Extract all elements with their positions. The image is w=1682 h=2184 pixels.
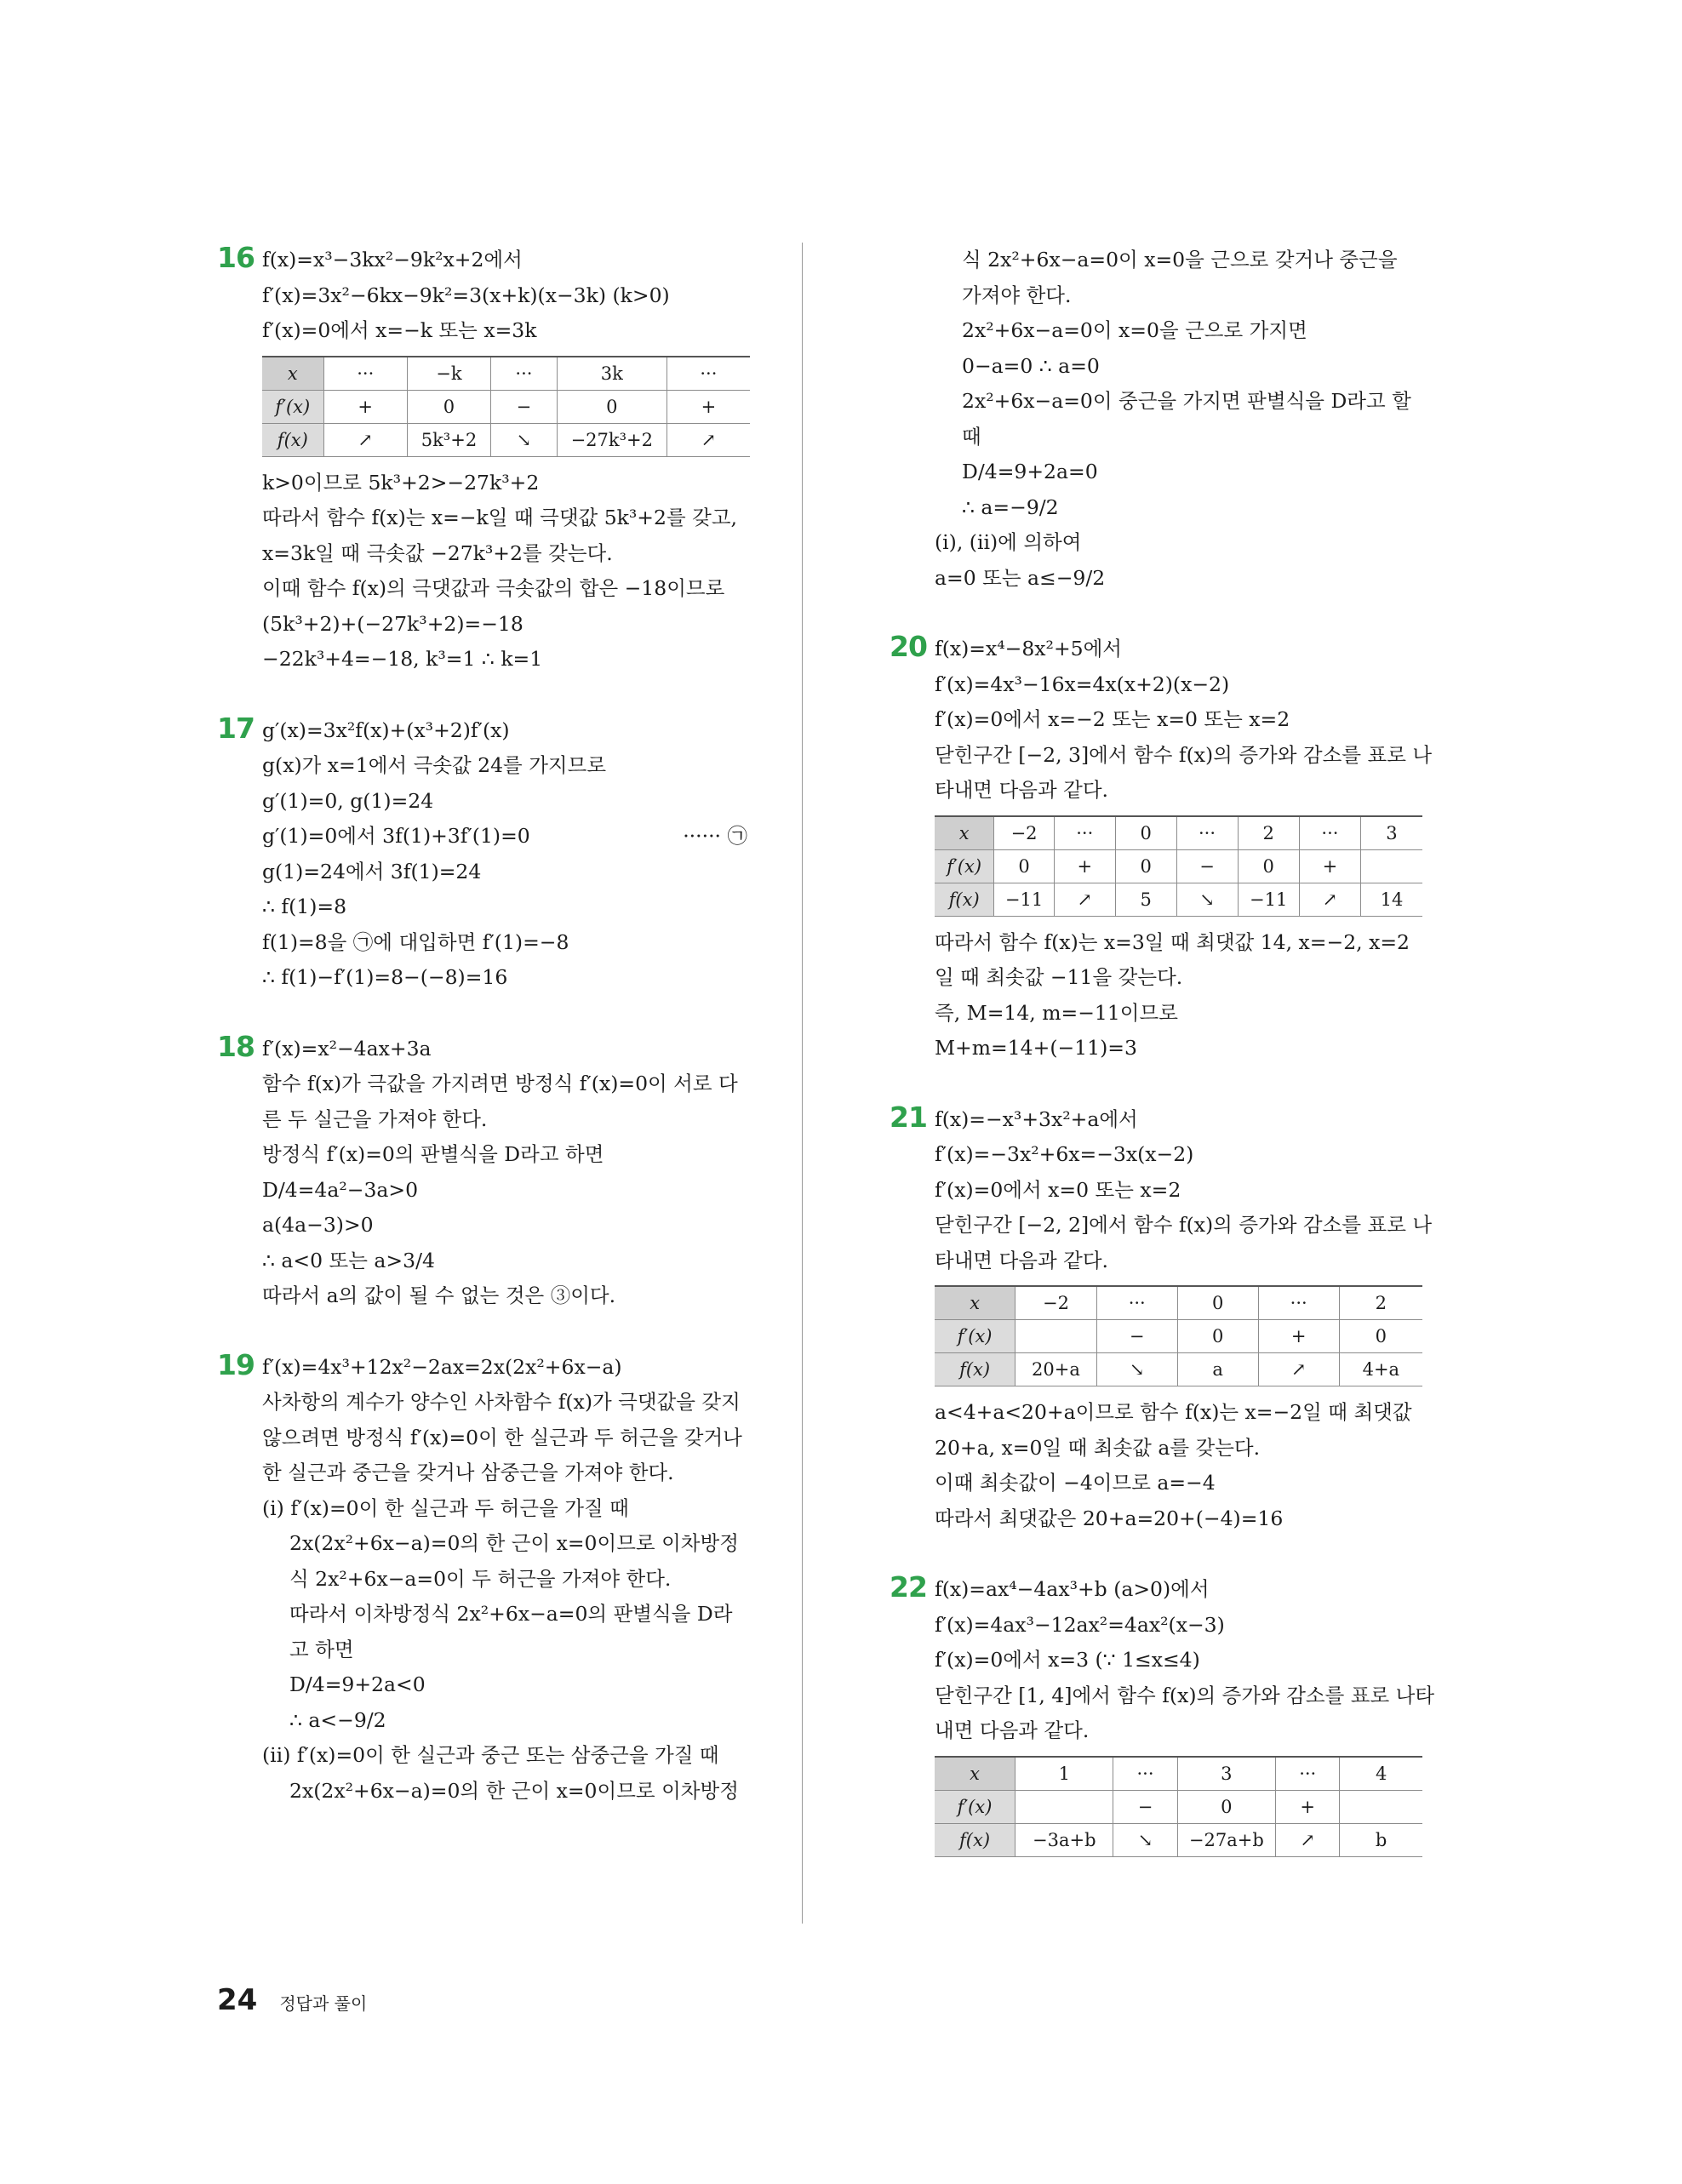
text-line: 식 2x²+6x−a=0이 x=0을 근으로 갖거나 중근을 — [962, 248, 1398, 272]
table-row — [935, 816, 1422, 850]
page-footer — [217, 1983, 367, 2017]
variation-table — [935, 1756, 1422, 1857]
text-line: ∴ a=−9/2 — [962, 495, 1059, 519]
text-line: D/4=9+2a=0 — [962, 460, 1098, 483]
text-line: 따라서 함수 f(x)는 x=−k일 때 극댓값 5k³+2를 갖고, — [262, 506, 737, 529]
table-cell: ↘ — [1113, 1823, 1177, 1856]
table-cell: b — [1340, 1823, 1422, 1856]
text-line: (ⅰ) f′(x)=0이 한 실근과 두 허근을 가질 때 — [262, 1495, 629, 1520]
table-row — [935, 1757, 1422, 1791]
text-line: 2x(2x²+6x−a)=0의 한 근이 x=0이므로 이차방정 — [289, 1531, 739, 1555]
table-cell: ↗ — [1258, 1353, 1339, 1386]
table-cell: 5k³+2 — [407, 423, 490, 456]
table-cell: + — [323, 390, 407, 423]
table-cell: ··· — [491, 357, 558, 391]
table-cell: ··· — [1299, 816, 1360, 850]
text-line: 않으려면 방정식 f′(x)=0이 한 실근과 두 허근을 갖거나 — [262, 1425, 742, 1449]
table-row — [935, 849, 1422, 883]
left-column — [217, 243, 762, 1809]
text-line: D/4=9+2a<0 — [289, 1672, 426, 1696]
text-line: a<4+a<20+a이므로 함수 f(x)는 x=−2일 때 최댓값 — [935, 1400, 1412, 1424]
table-cell — [1015, 1790, 1113, 1823]
text-line: 즉, M=14, m=−11이므로 — [935, 1000, 1178, 1025]
table-cell: 14 — [1360, 883, 1422, 916]
table-cell: −k — [407, 357, 490, 391]
problem-19-continued — [890, 243, 1411, 596]
text-line: f(x)=−x³+3x²+a에서 — [935, 1106, 1138, 1131]
right-column — [890, 243, 1435, 1866]
table-cell: f(x) — [935, 1353, 1015, 1386]
text-line: 함수 f(x)가 극값을 가지려면 방정식 f′(x)=0이 서로 다 — [262, 1072, 738, 1095]
table-cell — [1360, 849, 1422, 883]
table-cell: f′(x) — [935, 1790, 1015, 1823]
problem-number: 18 — [217, 1029, 255, 1063]
text-line: 한 실근과 중근을 갖거나 삼중근을 가져야 한다. — [262, 1461, 674, 1484]
text-line: 2x²+6x−a=0이 x=0을 근으로 가지면 — [962, 318, 1307, 342]
table-cell: + — [1276, 1790, 1340, 1823]
table-cell: ··· — [1276, 1757, 1340, 1791]
table-row — [262, 423, 750, 456]
table-cell: f′(x) — [935, 849, 994, 883]
table-row — [262, 357, 750, 391]
table-cell: 20+a — [1015, 1353, 1097, 1386]
table-cell: ↗ — [667, 423, 750, 456]
text-line: f′(x)=0에서 x=0 또는 x=2 — [935, 1177, 1181, 1202]
text-line: −22k³+4=−18, k³=1 ∴ k=1 — [262, 647, 543, 671]
problem-number: 16 — [217, 241, 255, 274]
table-cell: ↘ — [1096, 1353, 1177, 1386]
table-cell: 3k — [557, 357, 667, 391]
text-line: 따라서 함수 f(x)는 x=3일 때 최댓값 14, x=−2, x=2 — [935, 929, 1410, 954]
variation-table — [935, 1285, 1422, 1386]
table-cell: f(x) — [935, 1823, 1015, 1856]
text-line: 방정식 f′(x)=0의 판별식을 D라고 하면 — [262, 1142, 604, 1166]
text-line: 른 두 실근을 가져야 한다. — [262, 1106, 488, 1131]
table-cell: ↗ — [1054, 883, 1115, 916]
table-cell: ··· — [1258, 1286, 1339, 1320]
text-line: f(1)=8을 ㉠에 대입하면 f′(1)=−8 — [262, 929, 569, 954]
table-cell: 0 — [557, 390, 667, 423]
table-cell: − — [491, 390, 558, 423]
text-line: f′(x)=0에서 x=−k 또는 x=3k — [262, 318, 537, 342]
text-line: 따라서 a의 값이 될 수 없는 것은 ③이다. — [262, 1284, 616, 1307]
problem-21 — [890, 1100, 1433, 1537]
problem-18 — [217, 1029, 762, 1314]
table-cell: + — [667, 390, 750, 423]
table-row — [935, 883, 1422, 916]
problem-number: 17 — [217, 711, 255, 745]
text-line: 식 2x²+6x−a=0이 두 허근을 가져야 한다. — [289, 1566, 672, 1591]
table-cell: + — [1054, 849, 1115, 883]
text-line: 2x²+6x−a=0이 중근을 가지면 판별식을 D라고 할 — [962, 389, 1411, 413]
text-line: ∴ a<−9/2 — [289, 1707, 386, 1732]
text-line: g′(1)=0, g(1)=24 — [262, 788, 434, 813]
text-line: 사차항의 계수가 양수인 사차함수 f(x)가 극댓값을 갖지 — [262, 1390, 741, 1414]
text-line: 타내면 다음과 같다. — [935, 1248, 1109, 1272]
text-line: ∴ f(1)=8 — [262, 895, 347, 918]
table-cell: 0 — [1339, 1320, 1422, 1353]
table-cell: −11 — [1238, 883, 1299, 916]
table-row — [935, 1320, 1422, 1353]
table-cell: ··· — [1176, 816, 1238, 850]
table-cell: −27k³+2 — [557, 423, 667, 456]
variation-table — [935, 815, 1422, 917]
table-cell: 0 — [994, 849, 1054, 883]
table-row — [935, 1286, 1422, 1320]
equation: g′(1)=0에서 3f(1)+3f′(1)=0 — [262, 824, 530, 848]
table-cell: ↗ — [323, 423, 407, 456]
text-line: f(x)=x⁴−8x²+5에서 — [935, 637, 1123, 660]
table-cell: 2 — [1339, 1286, 1422, 1320]
text-line: 이때 최솟값이 −4이므로 a=−4 — [935, 1471, 1216, 1495]
table-row — [262, 390, 750, 423]
text-line: x=3k일 때 극솟값 −27k³+2를 갖는다. — [262, 540, 613, 565]
table-cell: 4+a — [1339, 1353, 1422, 1386]
table-cell: x — [935, 1757, 1015, 1791]
table-cell: f′(x) — [262, 390, 323, 423]
table-cell: 0 — [407, 390, 490, 423]
table-cell: 0 — [1115, 849, 1176, 883]
text-line: f′(x)=x²−4ax+3a — [262, 1036, 432, 1061]
table-cell: −27a+b — [1177, 1823, 1276, 1856]
text-line: a(4a−3)>0 — [262, 1213, 374, 1237]
text-line: ∴ f(1)−f′(1)=8−(−8)=16 — [262, 965, 508, 989]
table-cell: 2 — [1238, 816, 1299, 850]
text-line: f′(x)=3x²−6kx−9k²=3(x+k)(x−3k) (k>0) — [262, 283, 670, 307]
text-line: (ⅱ) f′(x)=0이 한 실근과 중근 또는 삼중근을 가질 때 — [262, 1743, 719, 1767]
table-cell: f(x) — [935, 883, 994, 916]
problem-number: 19 — [217, 1347, 255, 1381]
problem-number: 21 — [890, 1100, 927, 1134]
problem-17 — [217, 713, 762, 996]
table-cell: x — [935, 816, 994, 850]
table-cell: f(x) — [262, 423, 323, 456]
table-cell: ··· — [323, 357, 407, 391]
text-line: (5k³+2)+(−27k³+2)=−18 — [262, 611, 523, 636]
text-line: a=0 또는 a≤−9/2 — [935, 565, 1106, 590]
table-cell: ↘ — [1176, 883, 1238, 916]
table-row — [935, 1790, 1422, 1823]
table-cell: ↘ — [491, 423, 558, 456]
table-cell: a — [1177, 1353, 1258, 1386]
text-line: ∴ a<0 또는 a>3/4 — [262, 1248, 435, 1272]
text-line: f′(x)=4ax³−12ax²=4ax²(x−3) — [935, 1612, 1225, 1637]
text-line: f′(x)=0에서 x=−2 또는 x=0 또는 x=2 — [935, 707, 1290, 731]
text-line: 일 때 최솟값 −11을 갖는다. — [935, 965, 1183, 989]
table-cell: 4 — [1340, 1757, 1422, 1791]
table-cell: x — [262, 357, 323, 391]
table-cell: ↗ — [1299, 883, 1360, 916]
text-line: f′(x)=4x³−16x=4x(x+2)(x−2) — [935, 672, 1230, 696]
text-line: D/4=4a²−3a>0 — [262, 1177, 419, 1202]
text-line: k>0이므로 5k³+2>−27k³+2 — [262, 470, 540, 495]
text-line: f(x)=x³−3kx²−9k²x+2에서 — [262, 248, 523, 272]
table-cell: 3 — [1177, 1757, 1276, 1791]
text-line: 이때 함수 f(x)의 극댓값과 극솟값의 합은 −18이므로 — [262, 576, 725, 600]
table-cell: − — [1176, 849, 1238, 883]
table-row — [935, 1353, 1422, 1386]
text-line: g(x)가 x=1에서 극솟값 24를 가지므로 — [262, 753, 607, 777]
problem-number: 22 — [890, 1570, 927, 1604]
text-line: g(1)=24에서 3f(1)=24 — [262, 859, 482, 883]
text-line: 가져야 한다. — [962, 283, 1072, 307]
text-line: M+m=14+(−11)=3 — [935, 1036, 1137, 1060]
text-line — [262, 819, 747, 855]
text-line: f′(x)=4x³+12x²−2ax=2x(2x²+6x−a) — [262, 1354, 622, 1379]
text-line: 2x(2x²+6x−a)=0의 한 근이 x=0이므로 이차방정 — [289, 1778, 739, 1803]
equation-mark: ······ ㉠ — [683, 824, 747, 848]
table-cell: − — [1113, 1790, 1177, 1823]
problem-number: 20 — [890, 630, 927, 663]
table-cell: −2 — [994, 816, 1054, 850]
table-cell — [1015, 1320, 1097, 1353]
table-cell: ··· — [1113, 1757, 1177, 1791]
table-row — [935, 1823, 1422, 1856]
problem-20 — [890, 630, 1433, 1066]
table-cell: 0 — [1115, 816, 1176, 850]
table-cell: 3 — [1360, 816, 1422, 850]
table-cell: ··· — [1054, 816, 1115, 850]
text-line: 닫힌구간 [−2, 3]에서 함수 f(x)의 증가와 감소를 표로 나 — [935, 742, 1433, 767]
table-cell: 5 — [1115, 883, 1176, 916]
text-line: 따라서 최댓값은 20+a=20+(−4)=16 — [935, 1506, 1284, 1530]
text-line: 때 — [962, 424, 981, 449]
table-cell: 0 — [1177, 1320, 1258, 1353]
text-line: 고 하면 — [289, 1637, 354, 1661]
table-cell: −11 — [994, 883, 1054, 916]
table-cell: 0 — [1177, 1790, 1276, 1823]
table-cell: 0 — [1238, 849, 1299, 883]
text-line: 따라서 이차방정식 2x²+6x−a=0의 판별식을 D라 — [289, 1602, 733, 1626]
table-cell: + — [1299, 849, 1360, 883]
text-line: 닫힌구간 [−2, 2]에서 함수 f(x)의 증가와 감소를 표로 나 — [935, 1213, 1433, 1237]
table-cell: 0 — [1177, 1286, 1258, 1320]
table-cell: ··· — [1096, 1286, 1177, 1320]
text-line: 0−a=0 ∴ a=0 — [962, 353, 1100, 378]
table-cell: ··· — [667, 357, 750, 391]
text-line: f′(x)=−3x²+6x=−3x(x−2) — [935, 1142, 1194, 1166]
text-line: (ⅰ), (ⅱ)에 의하여 — [935, 530, 1082, 554]
table-cell: f′(x) — [935, 1320, 1015, 1353]
table-cell: −3a+b — [1015, 1823, 1113, 1856]
text-line: g′(x)=3x²f(x)+(x³+2)f′(x) — [262, 718, 510, 742]
table-cell: x — [935, 1286, 1015, 1320]
text-line: 20+a, x=0일 때 최솟값 a를 갖는다. — [935, 1435, 1261, 1460]
table-cell: + — [1258, 1320, 1339, 1353]
text-line: 닫힌구간 [1, 4]에서 함수 f(x)의 증가와 감소를 표로 나타 — [935, 1683, 1435, 1707]
problem-22 — [890, 1570, 1435, 1857]
table-cell: 1 — [1015, 1757, 1113, 1791]
page-number: 24 — [217, 1983, 258, 2017]
variation-table — [262, 356, 750, 457]
text-line: 내면 다음과 같다. — [935, 1718, 1090, 1742]
table-cell: −2 — [1015, 1286, 1097, 1320]
text-line: f′(x)=0에서 x=3 (∵ 1≤x≤4) — [935, 1648, 1200, 1672]
problem-19 — [217, 1347, 762, 1810]
table-cell: ↗ — [1276, 1823, 1340, 1856]
text-line: f(x)=ax⁴−4ax³+b (a>0)에서 — [935, 1577, 1210, 1601]
table-cell: − — [1096, 1320, 1177, 1353]
problem-16 — [217, 243, 762, 677]
table-cell — [1340, 1790, 1422, 1823]
column-divider — [802, 243, 803, 1924]
text-line: 타내면 다음과 같다. — [935, 778, 1109, 802]
page-label: 정답과 풀이 — [279, 1993, 368, 2014]
